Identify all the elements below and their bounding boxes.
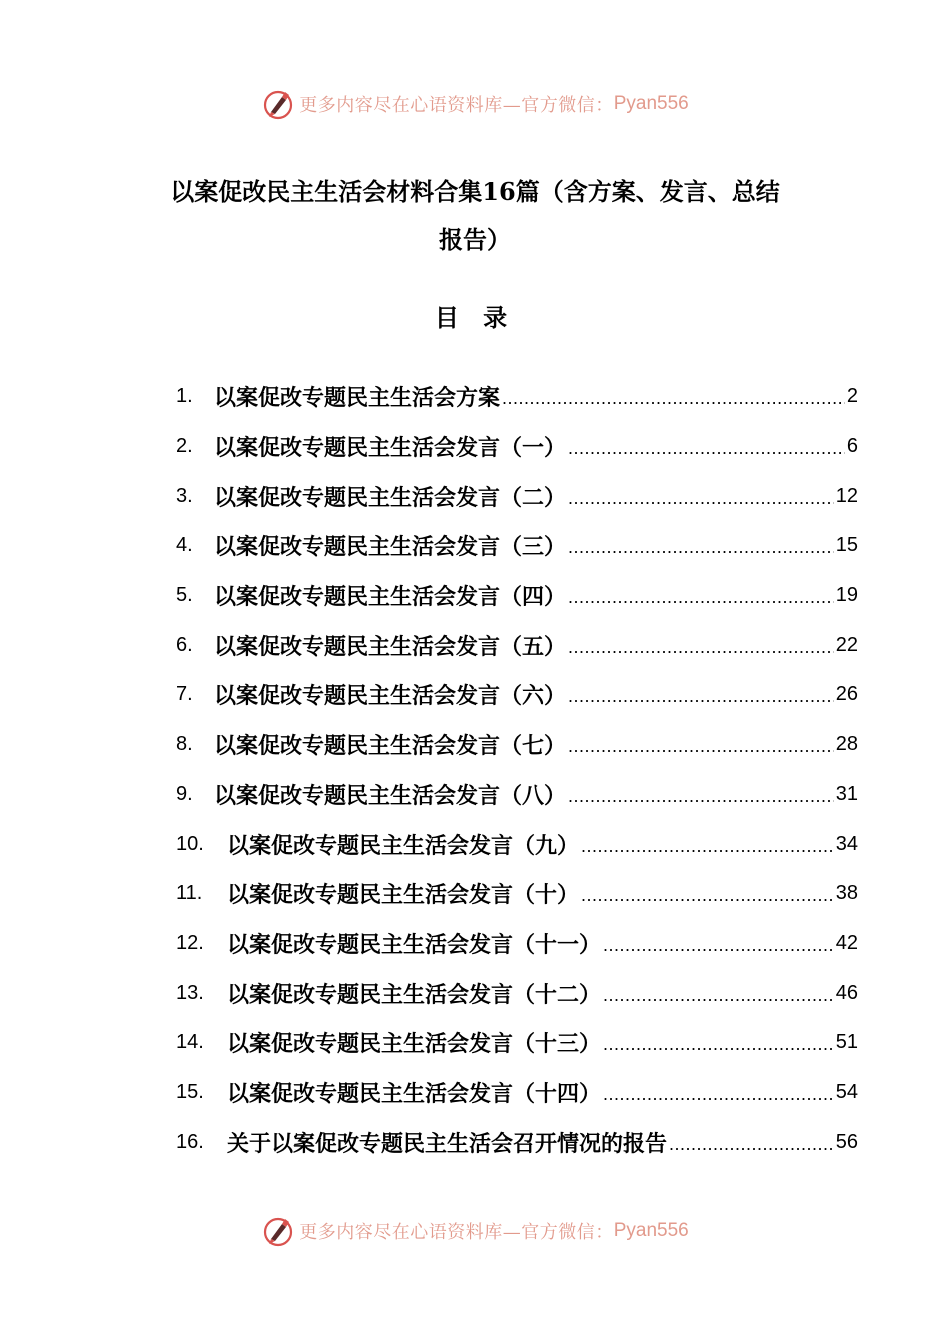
toc-entry-page: 34 — [835, 832, 858, 855]
toc-entry-title: 以案促改专题民主生活会发言（十） — [227, 882, 580, 909]
footer-watermark — [0, 1211, 950, 1251]
toc-entry-number: 10. — [176, 832, 204, 855]
toc-entry[interactable] — [176, 471, 858, 521]
table-of-contents — [176, 372, 858, 1167]
watermark-text: 更多内容尽在心语资料库—官方微信： — [299, 1222, 614, 1243]
toc-entry[interactable] — [176, 1068, 858, 1118]
toc-entry[interactable] — [176, 819, 858, 869]
toc-entry-page: 42 — [835, 931, 858, 954]
toc-entry-title: 以案促改专题民主生活会发言（十四） — [227, 1080, 602, 1107]
toc-entry[interactable] — [176, 770, 858, 820]
toc-dot-leader — [502, 388, 845, 409]
toc-entry[interactable] — [176, 521, 858, 571]
watermark-wechat-id: Pyan556 — [613, 93, 689, 114]
document-title-line-2: 报告） — [439, 225, 511, 254]
toc-entry-page: 51 — [835, 1031, 858, 1054]
toc-dot-leader — [603, 935, 834, 956]
toc-entry-title: 以案促改专题民主生活会发言（三） — [214, 534, 567, 561]
toc-entry[interactable] — [176, 869, 858, 919]
toc-entry-title: 以案促改专题民主生活会方案 — [214, 385, 501, 412]
toc-entry-number: 16. — [176, 1130, 204, 1153]
toc-entry[interactable] — [176, 571, 858, 621]
toc-entry-page: 56 — [835, 1130, 858, 1153]
toc-entry-page: 46 — [835, 981, 858, 1004]
toc-entry[interactable] — [176, 919, 858, 969]
pen-logo-icon — [261, 1214, 295, 1248]
toc-entry-page: 28 — [835, 733, 858, 756]
watermark-text: 更多内容尽在心语资料库—官方微信： — [299, 95, 614, 116]
toc-dot-leader — [603, 1084, 834, 1105]
toc-entry[interactable] — [176, 422, 858, 472]
toc-dot-leader — [568, 587, 834, 608]
toc-entry-page: 22 — [835, 633, 858, 656]
toc-entry-page: 19 — [835, 584, 858, 607]
toc-entry-page: 31 — [835, 782, 858, 805]
document-title-line-1: 以案促改民主生活会材料合集16篇（含方案、发言、总结 — [170, 177, 780, 206]
toc-entry-page: 15 — [835, 534, 858, 557]
toc-entry-page: 2 — [846, 385, 858, 408]
toc-dot-leader — [568, 686, 834, 707]
toc-entry-title: 以案促改专题民主生活会发言（六） — [214, 683, 567, 710]
toc-dot-leader — [669, 1134, 834, 1155]
toc-entry-title: 以案促改专题民主生活会发言（十二） — [227, 981, 602, 1008]
toc-entry-number: 15. — [176, 1080, 204, 1103]
toc-entry-page: 6 — [846, 435, 858, 458]
toc-entry-title: 以案促改专题民主生活会发言（二） — [214, 484, 567, 511]
toc-entry-title: 以案促改专题民主生活会发言（五） — [214, 633, 567, 660]
toc-entry-title: 以案促改专题民主生活会发言（十三） — [227, 1031, 602, 1058]
toc-entry-number: 3. — [176, 484, 193, 507]
toc-entry-number: 5. — [176, 584, 193, 607]
toc-dot-leader — [568, 786, 834, 807]
toc-dot-leader — [568, 438, 845, 459]
toc-entry-number: 1. — [176, 385, 193, 408]
toc-entry[interactable] — [176, 670, 858, 720]
toc-entry-number: 11. — [176, 882, 203, 905]
watermark-wechat-id: Pyan556 — [613, 1220, 689, 1241]
toc-entry[interactable] — [176, 620, 858, 670]
toc-entry-title: 以案促改专题民主生活会发言（七） — [214, 733, 567, 760]
toc-entry-page: 12 — [835, 484, 858, 507]
toc-dot-leader — [568, 736, 834, 757]
toc-entry[interactable] — [176, 1018, 858, 1068]
toc-entry-page: 54 — [835, 1080, 858, 1103]
toc-dot-leader — [568, 537, 834, 558]
toc-entry-number: 7. — [176, 683, 193, 706]
toc-dot-leader — [603, 985, 834, 1006]
toc-entry-title: 关于以案促改专题民主生活会召开情况的报告 — [227, 1130, 668, 1157]
toc-dot-leader — [581, 885, 834, 906]
toc-entry-title: 以案促改专题民主生活会发言（九） — [227, 832, 580, 859]
document-title — [120, 168, 830, 264]
toc-entry[interactable] — [176, 720, 858, 770]
toc-entry[interactable] — [176, 1117, 858, 1167]
toc-entry-page: 38 — [835, 882, 858, 905]
toc-entry-title: 以案促改专题民主生活会发言（四） — [214, 584, 567, 611]
toc-dot-leader — [568, 637, 834, 658]
toc-entry-title: 以案促改专题民主生活会发言（十一） — [227, 931, 602, 958]
toc-entry-number: 14. — [176, 1031, 204, 1054]
header-watermark — [0, 84, 950, 124]
toc-entry-number: 4. — [176, 534, 193, 557]
toc-entry-title: 以案促改专题民主生活会发言（一） — [214, 435, 567, 462]
toc-entry-title: 以案促改专题民主生活会发言（八） — [214, 782, 567, 809]
toc-entry-number: 2. — [176, 435, 193, 458]
toc-entry-number: 13. — [176, 981, 204, 1004]
toc-entry-page: 26 — [835, 683, 858, 706]
toc-dot-leader — [568, 488, 834, 509]
toc-entry[interactable] — [176, 372, 858, 422]
toc-dot-leader — [581, 836, 834, 857]
toc-heading: 目 录 — [434, 303, 516, 332]
toc-entry-number: 12. — [176, 931, 204, 954]
toc-entry-number: 8. — [176, 733, 193, 756]
toc-entry-number: 9. — [176, 782, 193, 805]
toc-entry[interactable] — [176, 968, 858, 1018]
pen-logo-icon — [261, 87, 295, 121]
toc-entry-number: 6. — [176, 633, 193, 656]
toc-dot-leader — [603, 1034, 834, 1055]
